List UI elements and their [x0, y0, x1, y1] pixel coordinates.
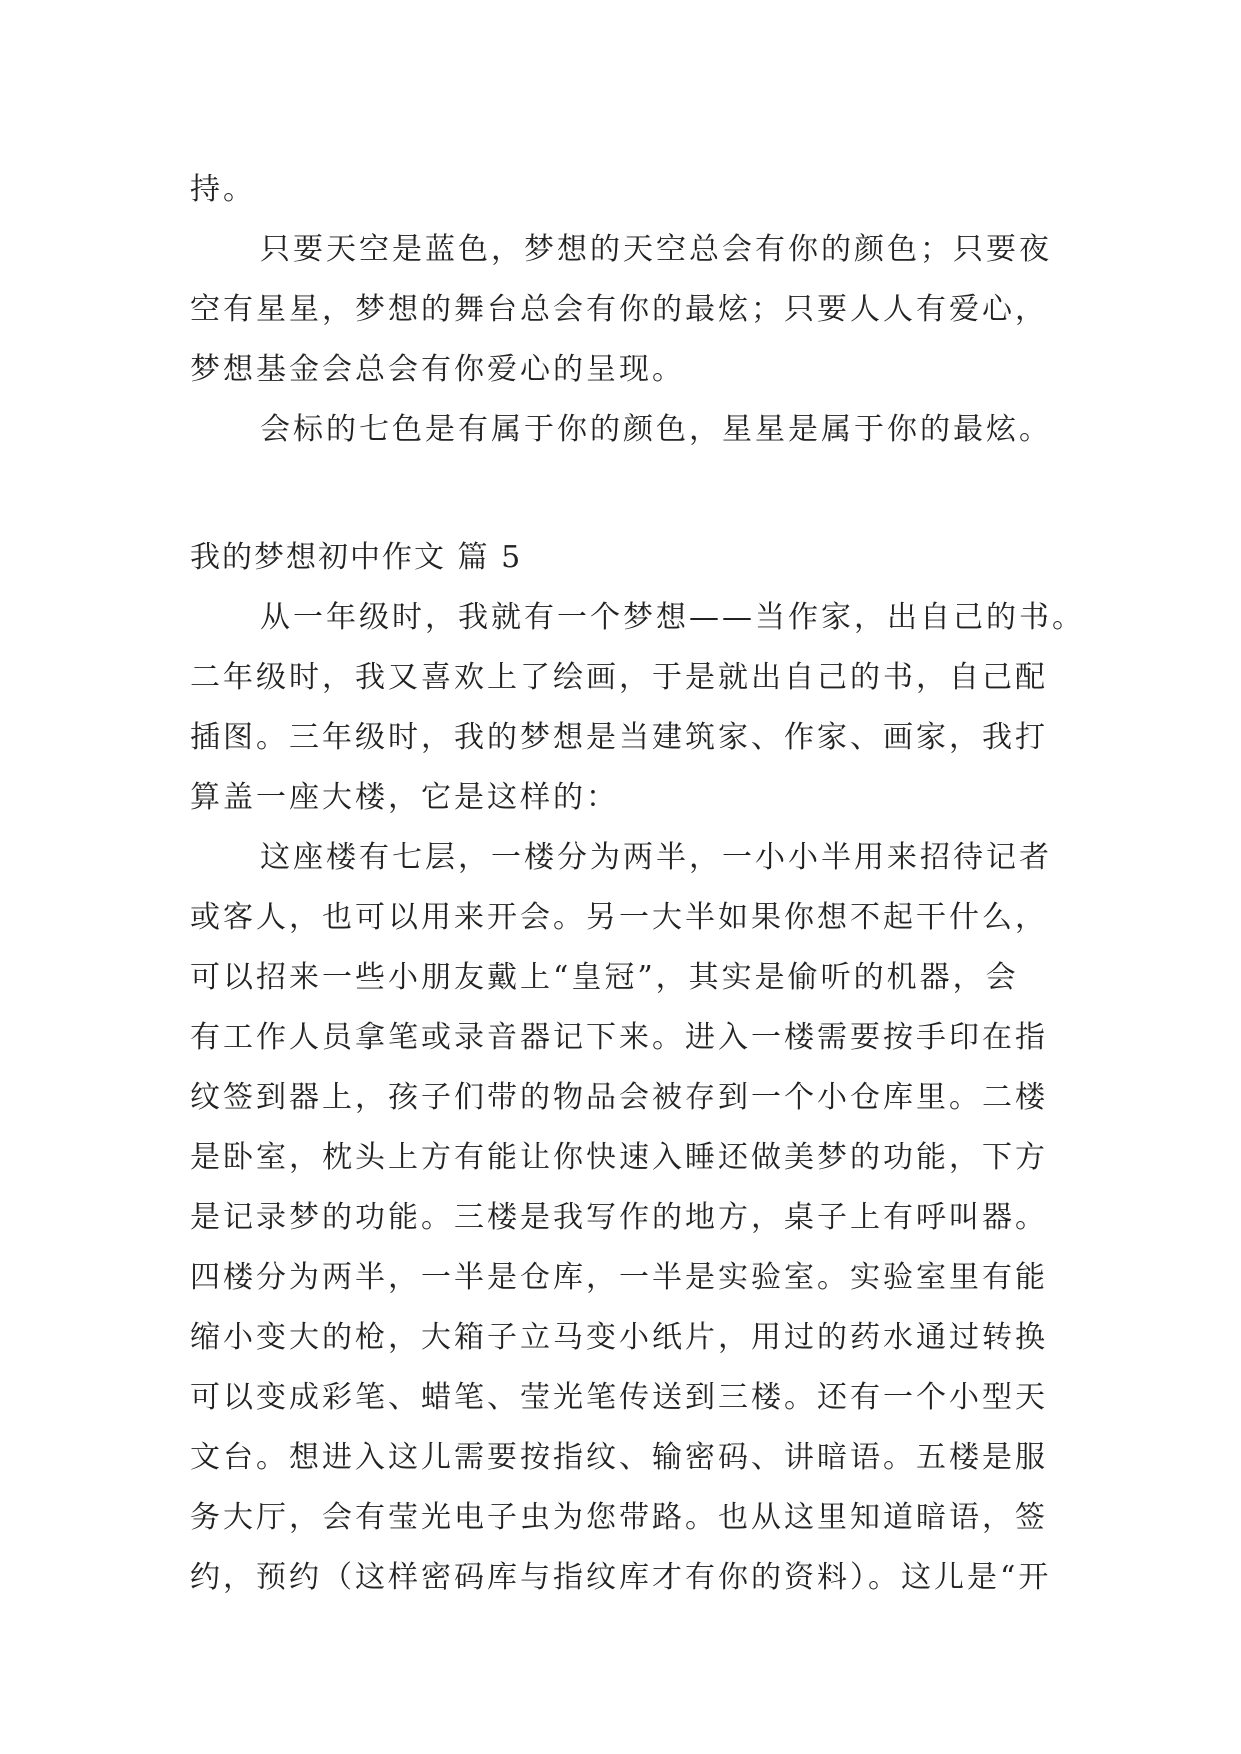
- text-line: 可以变成彩笔、蜡笔、莹光笔传送到三楼。还有一个小型天: [190, 1380, 1048, 1415]
- text-line: 插图。三年级时，我的梦想是当建筑家、作家、画家，我打: [190, 720, 1048, 755]
- text-line: 或客人，也可以用来开会。另一大半如果你想不起干什么，: [190, 900, 1048, 935]
- text-line: 是卧室，枕头上方有能让你快速入睡还做美梦的功能，下方: [190, 1140, 1048, 1175]
- text-line: 持。: [190, 172, 256, 207]
- text-line: 空有星星，梦想的舞台总会有你的最炫；只要人人有爱心，: [190, 292, 1048, 327]
- text-line: 会标的七色是有属于你的颜色，星星是属于你的最炫。: [260, 412, 1052, 447]
- text-line: 只要天空是蓝色，梦想的天空总会有你的颜色；只要夜: [260, 232, 1052, 267]
- text-line: 梦想基金会总会有你爱心的呈现。: [190, 352, 685, 387]
- text-line: 文台。想进入这儿需要按指纹、输密码、讲暗语。五楼是服: [190, 1440, 1048, 1475]
- text-line: 四楼分为两半，一半是仓库，一半是实验室。实验室里有能: [190, 1260, 1048, 1295]
- text-line: 二年级时，我又喜欢上了绘画，于是就出自己的书，自己配: [190, 660, 1048, 695]
- section-gap: [190, 460, 1050, 528]
- document-page: [190, 160, 1085, 1608]
- text-line: 约，预约（这样密码库与指纹库才有你的资料）。这儿是“开: [190, 1560, 1052, 1595]
- text-line: 可以招来一些小朋友戴上“皇冠”，其实是偷听的机器，会: [190, 960, 1019, 995]
- text-line: 缩小变大的枪，大箱子立马变小纸片，用过的药水通过转换: [190, 1320, 1048, 1355]
- text-line: 纹签到器上，孩子们带的物品会被存到一个小仓库里。二楼: [190, 1080, 1048, 1115]
- text-line: 算盖一座大楼，它是这样的：: [190, 780, 619, 815]
- section-heading: 我的梦想初中作文 篇 5: [190, 540, 523, 575]
- text-line: 有工作人员拿笔或录音器记下来。进入一楼需要按手印在指: [190, 1020, 1048, 1055]
- text-line: 是记录梦的功能。三楼是我写作的地方，桌子上有呼叫器。: [190, 1200, 1048, 1235]
- text-line: 务大厅，会有莹光电子虫为您带路。也从这里知道暗语，签: [190, 1500, 1048, 1535]
- text-line: 从一年级时，我就有一个梦想——当作家，出自己的书。: [260, 600, 1085, 635]
- text-line: 这座楼有七层，一楼分为两半，一小小半用来招待记者: [260, 840, 1052, 875]
